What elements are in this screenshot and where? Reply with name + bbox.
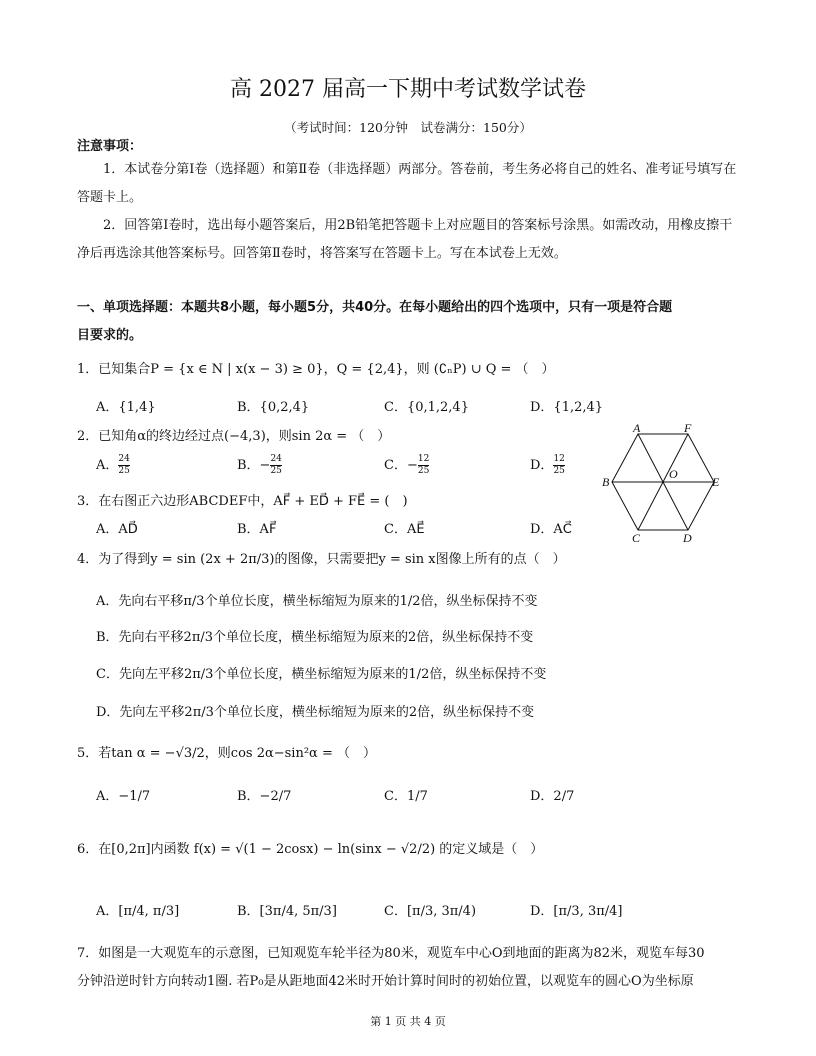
question-2-option-b: [237, 454, 282, 477]
question-6-option-b: B．[3π/4, 5π/3]: [237, 904, 337, 919]
question-4-option-a: A．先向右平移π/3个单位长度，横坐标缩短为原来的1/2倍，纵坐标保持不变: [96, 594, 538, 609]
question-3-stem: 3．在右图正六边形ABCDEF中，AF⃗ + ED⃗ + FE⃗ = ( ): [77, 494, 408, 509]
fraction-denominator: 25: [417, 466, 430, 476]
question-3-option-b: B．AF⃗: [237, 522, 277, 537]
section1-heading: 一、单项选择题：本题共8小题，每小题5分，共40分。在每小题给出的四个选项中，只有一项是符合题: [77, 300, 673, 315]
notice-item-2: 2．回答第Ⅰ卷时，选出每小题答案后，用2B铅笔把答题卡上对应题目的答案标号涂黑。如需改动，用橡皮擦干净后再选涂其他答案标号。回答第Ⅱ卷时，将答案写在答题卡上。写在本试卷上无效。: [77, 218, 733, 261]
question-2-option-c: [384, 454, 429, 477]
question-6-option-c: C．[π/3, 3π/4): [384, 904, 477, 919]
section1-heading-line2: 目要求的。: [77, 328, 143, 343]
question-1-option-c: C．{0,1,2,4}: [384, 400, 469, 415]
option-label: B．−: [237, 458, 271, 473]
question-5-option-c: C．1/7: [384, 789, 428, 804]
question-3-option-a: A．AD⃗: [96, 522, 138, 537]
option-label: C．−: [384, 458, 418, 473]
fraction-denominator: 25: [553, 466, 565, 476]
question-4-option-d: D．先向左平移2π/3个单位长度，横坐标缩短为原来的2倍，纵坐标保持不变: [96, 705, 535, 720]
question-2-option-a: [96, 454, 130, 477]
option-label: A．: [96, 458, 119, 473]
question-1-option-d: D．{1,2,4}: [530, 400, 604, 415]
fraction-denominator: 25: [118, 466, 130, 476]
vertex-label-f: F: [684, 422, 692, 435]
question-1-option-b: B．{0,2,4}: [237, 400, 310, 415]
option-label: D．: [530, 458, 554, 473]
fraction-numerator: 24: [270, 454, 282, 464]
question-5-stem: 5．若tan α = −√3/2，则cos 2α−sin²α = （ ）: [77, 746, 376, 761]
question-4-option-c: C．先向左平移2π/3个单位长度，横坐标缩短为原来的1/2倍，纵坐标保持不变: [96, 667, 547, 682]
exam-subtitle: （考试时间：120分钟 试卷满分：150分）: [284, 120, 532, 135]
question-1-stem: 1．已知集合P = {x ∈ N | x(x − 3) ≥ 0}，Q = {2,4}，则 (∁ₙP) ∪ Q = （ ）: [77, 362, 555, 377]
question-6-option-d: D．[π/3, 3π/4]: [530, 904, 623, 919]
question-1-option-a: A．{1,4}: [96, 400, 156, 415]
notice-item-1: 1．本试卷分第Ⅰ卷（选择题）和第Ⅱ卷（非选择题）两部分。答卷前，考生务必将自己的姓名、准考证号填写在答题卡上。: [77, 162, 737, 205]
question-7-line-2: 分钟沿逆时针方向转动1圈. 若P₀是从距地面42米时开始计算时间时的初始位置，以观览车的圆心O为坐标原: [77, 974, 694, 989]
fraction-numerator: 12: [417, 454, 430, 464]
exam-title: 高 2027 届高一下期中考试数学试卷: [230, 77, 586, 102]
notice-heading: 注意事项：: [77, 139, 143, 154]
fraction-denominator: 25: [270, 466, 282, 476]
hexagon-figure: [596, 422, 732, 544]
page-footer: 第 1 页 共 4 页: [370, 1015, 446, 1028]
question-2-option-d: [530, 454, 565, 477]
question-3-option-d: D．AC⃗: [530, 522, 572, 537]
question-2-stem: 2．已知角α的终边经过点(−4,3)，则sin 2α = （ ）: [77, 429, 391, 444]
question-3-option-c: C．AE⃗: [384, 522, 425, 537]
vertex-label-c: C: [632, 531, 641, 544]
vertex-label-d: D: [683, 531, 692, 544]
question-4-option-b: B．先向右平移2π/3个单位长度，横坐标缩短为原来的2倍，纵坐标保持不变: [96, 630, 534, 645]
fraction-numerator: 24: [118, 454, 130, 464]
question-6-stem: 6．在[0,2π]内函数 f(x) = √(1 − 2cosx) − ln(sinx − √2/2) 的定义域是（ ）: [77, 842, 544, 857]
vertex-label-e: E: [712, 475, 720, 489]
question-5-option-a: A．−1/7: [96, 789, 151, 804]
question-6-option-a: A．[π/4, π/3]: [96, 904, 180, 919]
question-7-line-1: 7．如图是一大观览车的示意图，已知观览车轮半径为80米，观览车中心O到地面的距离为82米，观览车每30: [77, 946, 705, 961]
center-label-o: O: [669, 467, 678, 481]
question-5-option-d: D．2/7: [530, 789, 575, 804]
vertex-label-a: A: [633, 422, 641, 435]
question-5-option-b: B．−2/7: [237, 789, 292, 804]
fraction-numerator: 12: [553, 454, 565, 464]
question-4-stem: 4．为了得到y = sin (2x + 2π/3)的图像，只需要把y = sin x图像上所有的点（ ）: [77, 552, 566, 567]
vertex-label-b: B: [602, 475, 610, 489]
